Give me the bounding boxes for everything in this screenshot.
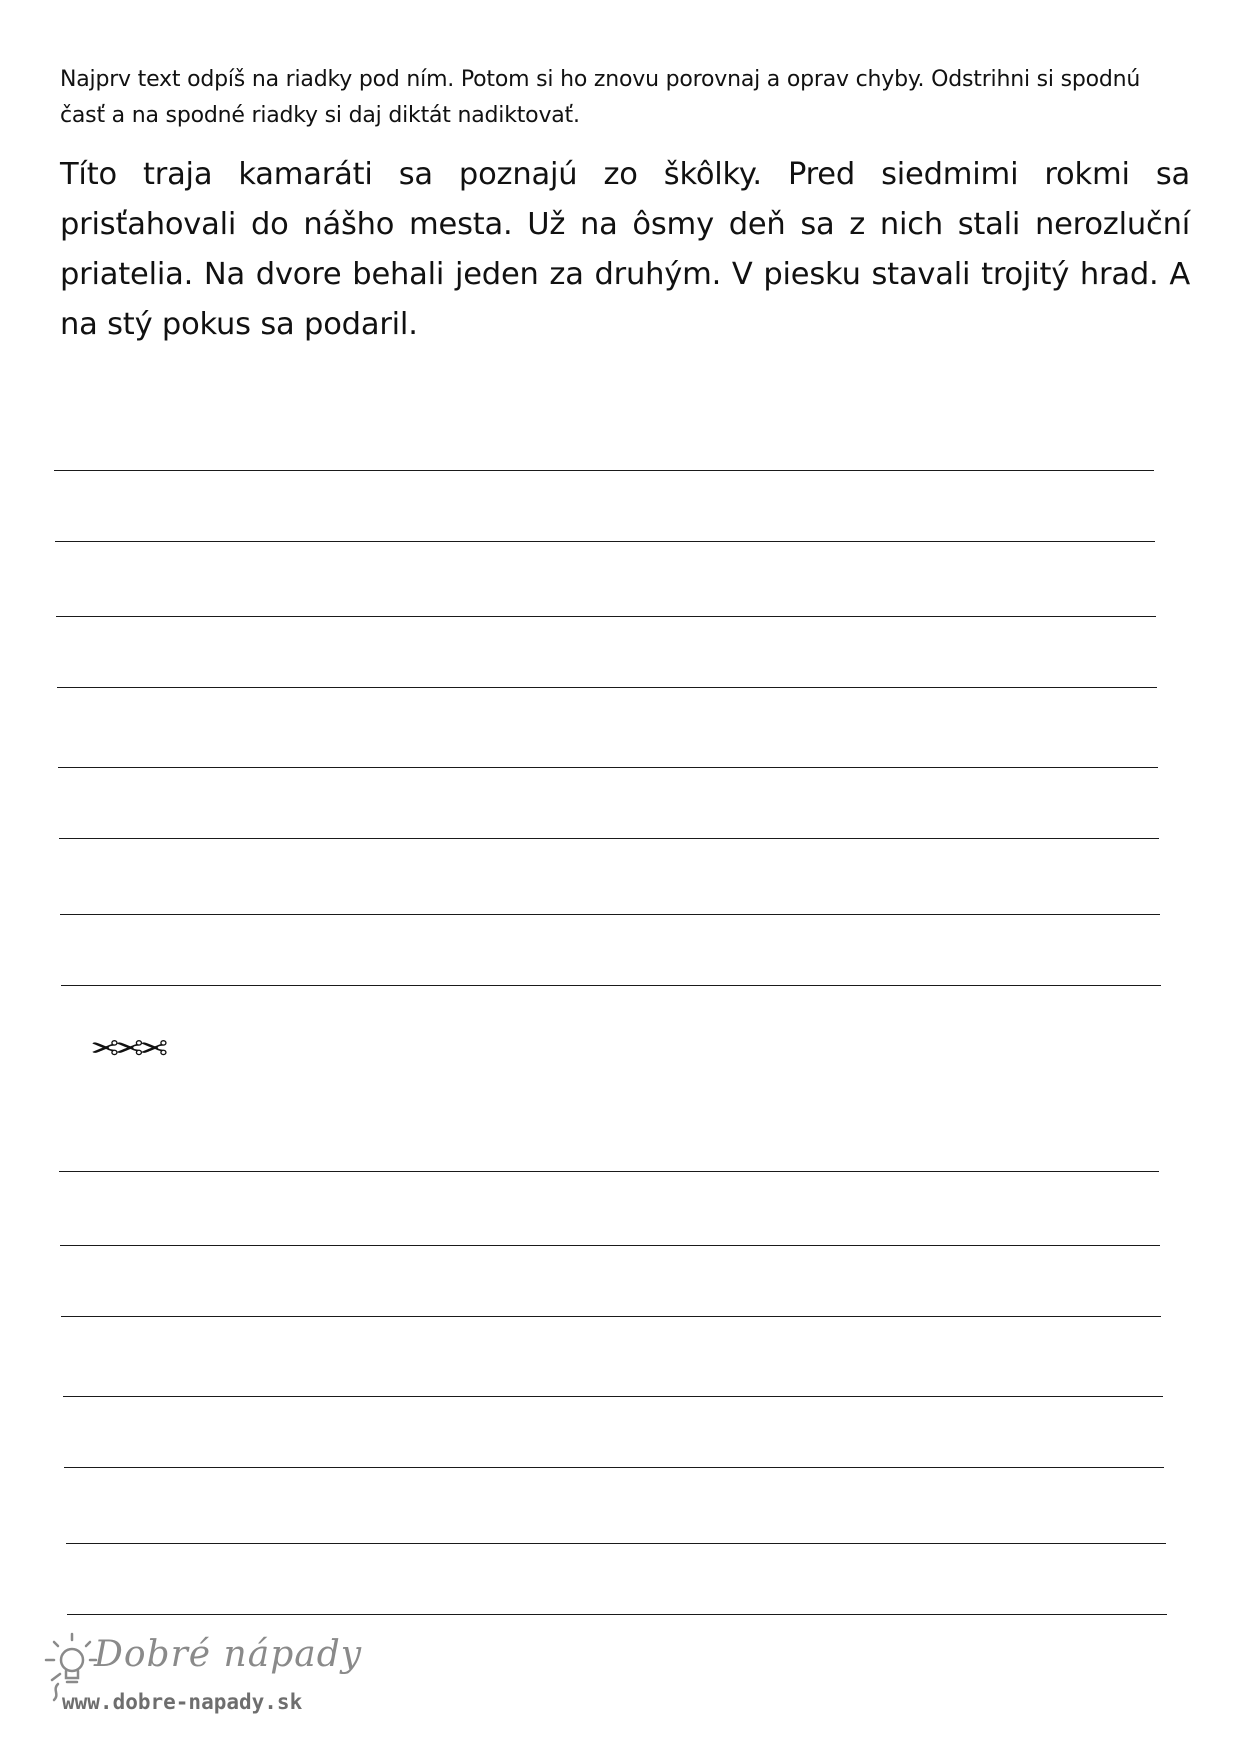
site-logo	[38, 1632, 363, 1732]
writing-line	[64, 1467, 1164, 1468]
writing-line	[56, 616, 1156, 617]
writing-line	[59, 838, 1159, 839]
writing-line	[55, 541, 1155, 542]
writing-line	[66, 1543, 1166, 1544]
writing-line	[61, 985, 1161, 986]
writing-line	[60, 914, 1160, 915]
writing-line	[60, 1245, 1160, 1246]
logo-name: Dobré nápady	[94, 1634, 363, 1675]
writing-line	[58, 767, 1158, 768]
writing-line	[57, 687, 1157, 688]
writing-line	[67, 1614, 1167, 1615]
scissors-icon: ✂✂✂	[94, 1029, 168, 1069]
instructions-text: Najprv text odpíš na riadky pod ním. Potom si ho znovu porovnaj a oprav chyby. Odstrihni si spodnú časť a na spodné riadky si daj diktát nadiktovať.	[60, 67, 1141, 128]
writing-line	[54, 470, 1154, 471]
writing-line	[59, 1171, 1159, 1172]
dictation-paragraph: Títo traja kamaráti sa poznajú zo škôlky. Pred siedmimi rokmi sa prisťahovali do nášho mesta. Už na ôsmy deň sa z nich stali nerozluční priatelia. Na dvore behali jeden za druhým. V piesku stavali trojitý hrad. A na stý pokus sa podaril.	[60, 157, 1190, 342]
writing-line	[63, 1396, 1163, 1397]
logo-url: www.dobre-napady.sk	[62, 1690, 303, 1714]
writing-line	[61, 1316, 1161, 1317]
